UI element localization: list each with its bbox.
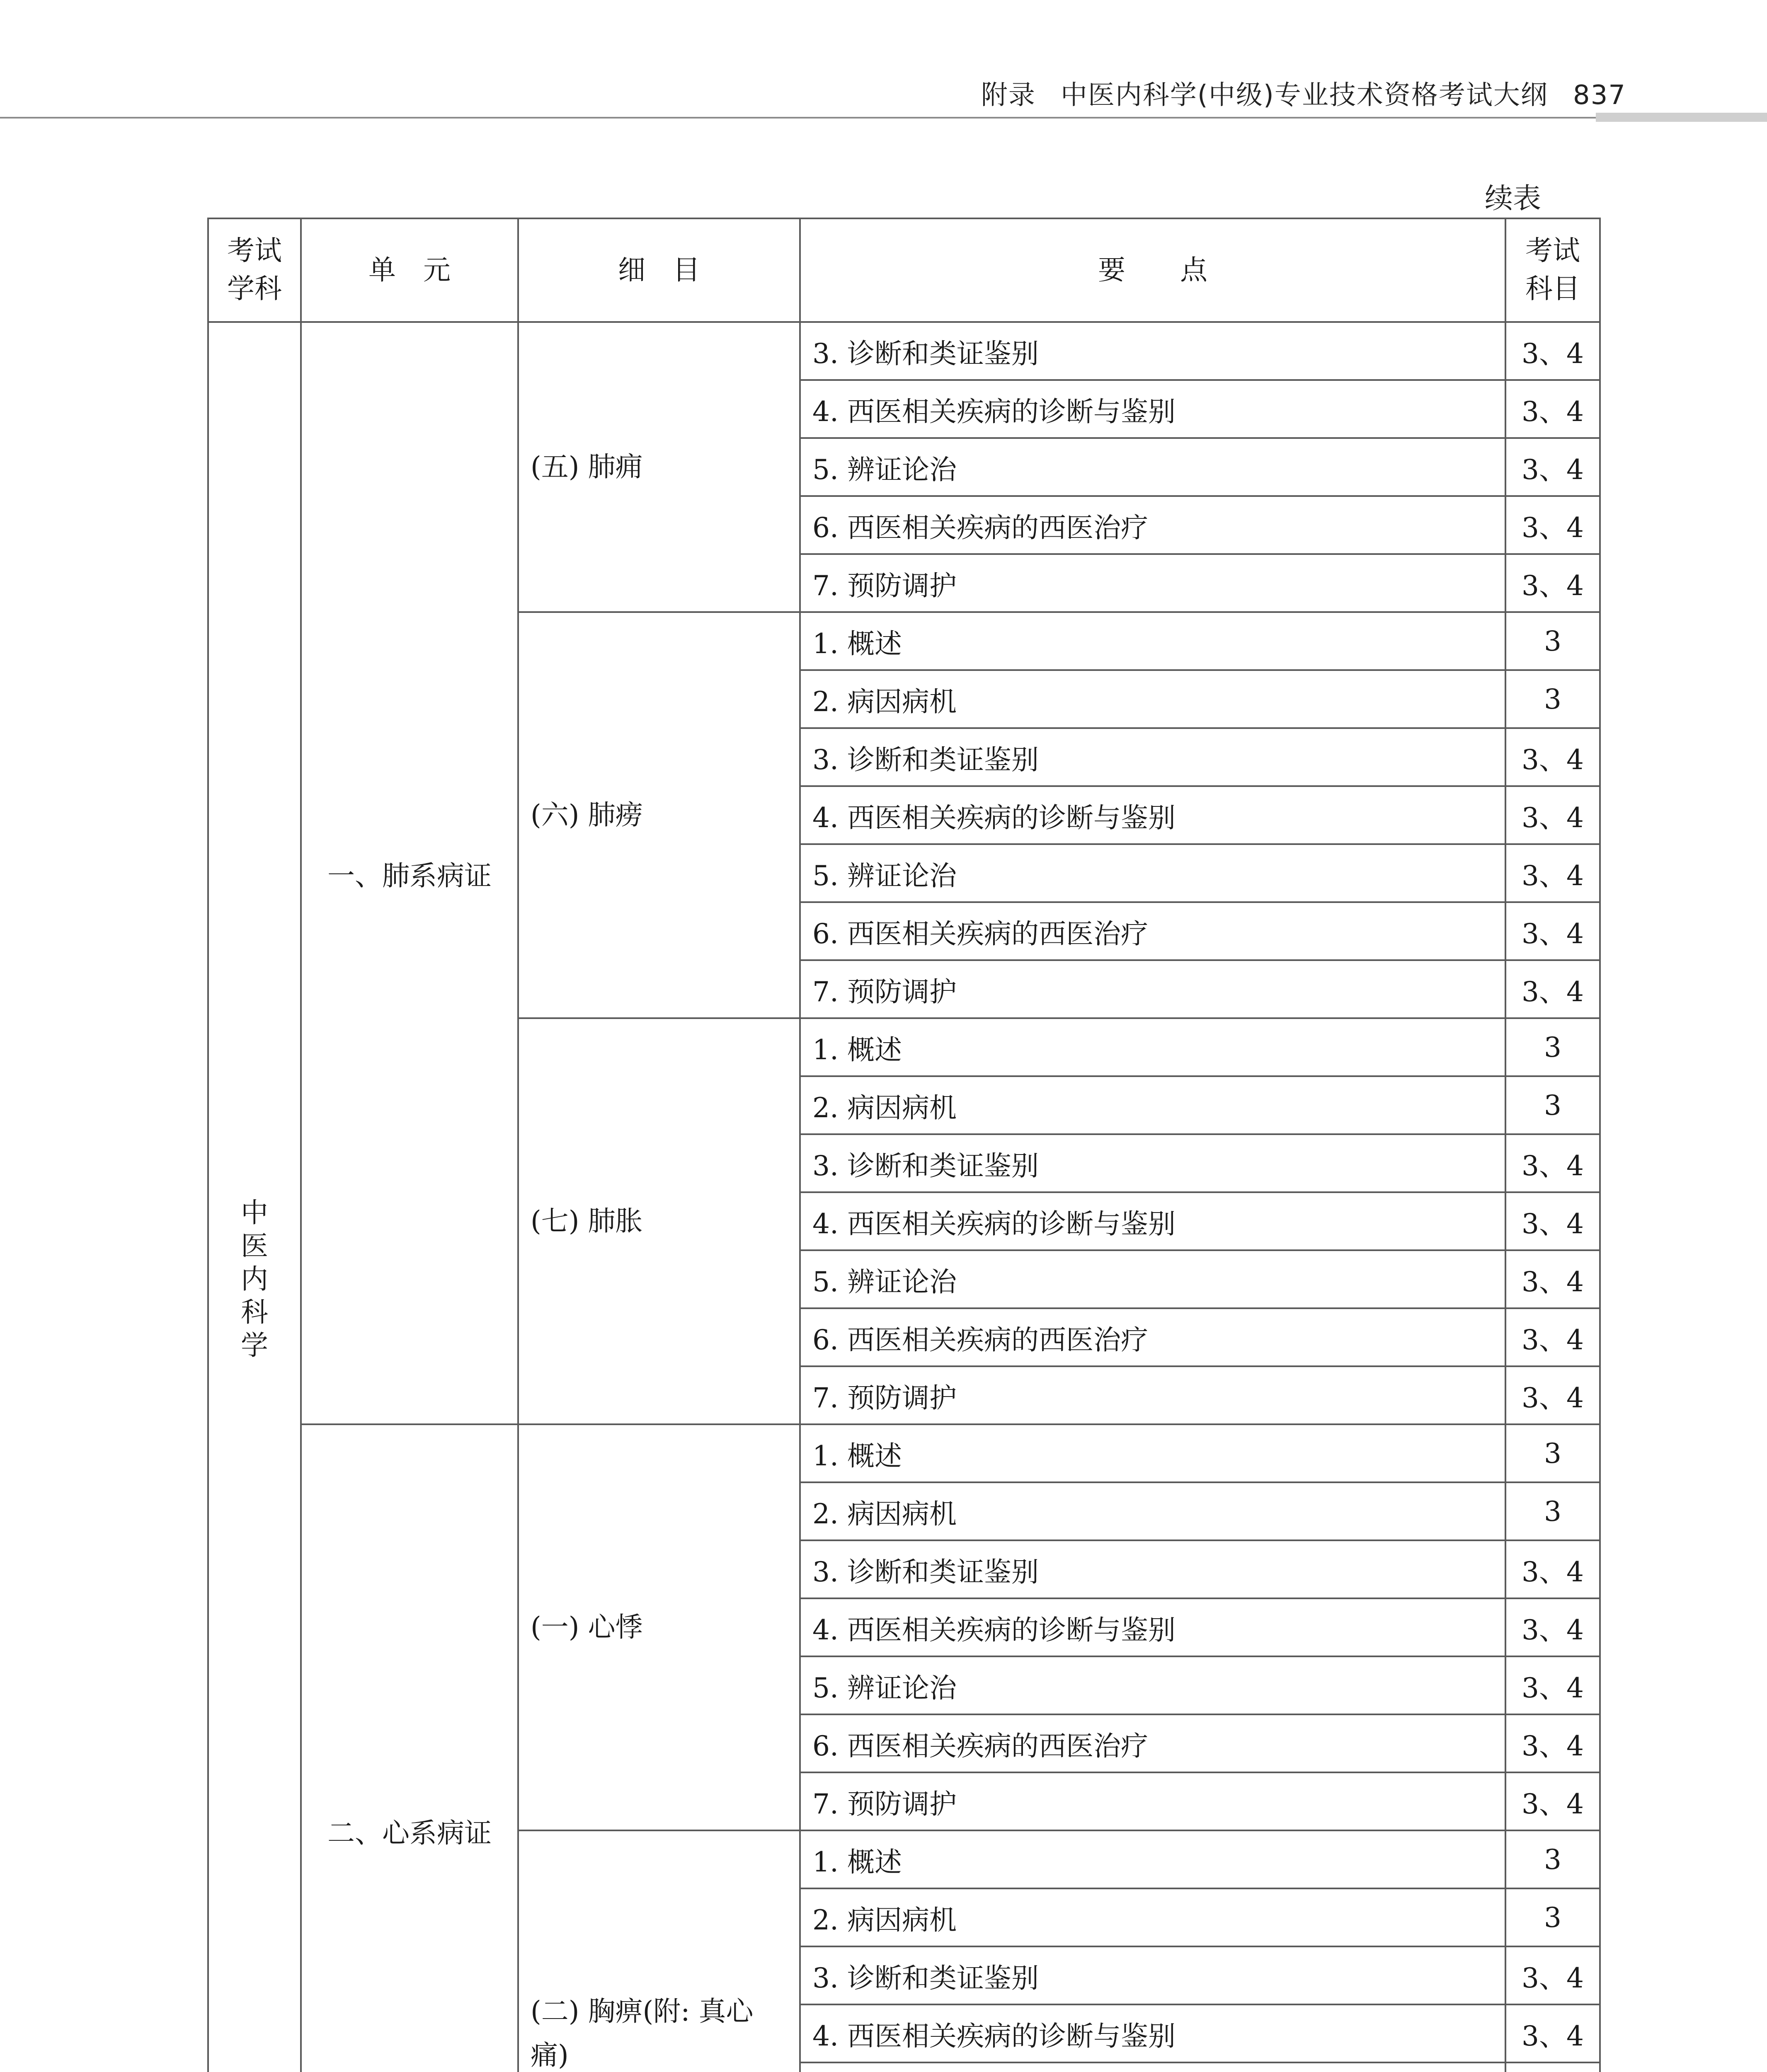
- exam-code-cell: 3、4: [1505, 844, 1600, 902]
- header-rule: [0, 117, 1596, 119]
- point-cell: 2. 病因病机: [800, 1482, 1505, 1540]
- exam-code-cell: 3: [1505, 1888, 1600, 1946]
- unit-cell: 一、肺系病证: [301, 322, 518, 1424]
- table-row: [208, 1424, 1600, 1482]
- table-row: [208, 322, 1600, 380]
- exam-code-cell: 3、4: [1505, 728, 1600, 786]
- point-cell: 5. 辨证论治: [800, 438, 1505, 496]
- exam-code-cell: 3、4: [1505, 1308, 1600, 1366]
- point-cell: 2. 病因病机: [800, 1888, 1505, 1946]
- exam-code-cell: 3、4: [1505, 1366, 1600, 1424]
- table-body: [208, 322, 1600, 2072]
- point-cell: 4. 西医相关疾病的诊断与鉴别: [800, 1598, 1505, 1656]
- exam-code-cell: 3、4: [1505, 2004, 1600, 2062]
- point-cell: 5. 辨证论治: [800, 844, 1505, 902]
- point-cell: 4. 西医相关疾病的诊断与鉴别: [800, 380, 1505, 438]
- point-cell: 6. 西医相关疾病的西医治疗: [800, 1714, 1505, 1772]
- running-head-section: 附录: [981, 80, 1036, 111]
- column-header-unit: 单 元: [301, 218, 518, 322]
- exam-code-cell: 3、4: [1505, 1714, 1600, 1772]
- point-cell: 7. 预防调护: [800, 960, 1505, 1018]
- detail-cell: (五) 肺痈: [518, 322, 800, 612]
- column-header-subject: 考试学科: [208, 218, 301, 322]
- exam-code-cell: 3、4: [1505, 496, 1600, 554]
- exam-code-cell: 3: [1505, 1830, 1600, 1888]
- column-header-code: 考试科目: [1505, 218, 1600, 322]
- detail-cell: (七) 肺胀: [518, 1018, 800, 1424]
- unit-cell: 二、心系病证: [301, 1424, 518, 2072]
- point-cell: 5. 辨证论治: [800, 1250, 1505, 1308]
- point-cell: 6. 西医相关疾病的西医治疗: [800, 902, 1505, 960]
- point-cell: 6. 西医相关疾病的西医治疗: [800, 496, 1505, 554]
- page-header: [0, 0, 1767, 124]
- point-cell: [800, 2062, 1505, 2072]
- point-cell: 1. 概述: [800, 1830, 1505, 1888]
- exam-code-cell: 3: [1505, 670, 1600, 728]
- point-cell: 7. 预防调护: [800, 554, 1505, 612]
- column-header-detail: 细 目: [518, 218, 800, 322]
- point-cell: 7. 预防调护: [800, 1366, 1505, 1424]
- point-cell: 3. 诊断和类证鉴别: [800, 322, 1505, 380]
- exam-code-cell: 3、4: [1505, 1134, 1600, 1192]
- exam-code-cell: [1505, 2062, 1600, 2072]
- point-cell: 6. 西医相关疾病的西医治疗: [800, 1308, 1505, 1366]
- exam-code-cell: 3: [1505, 1076, 1600, 1134]
- exam-code-cell: 3、4: [1505, 1192, 1600, 1250]
- exam-code-cell: 3: [1505, 1482, 1600, 1540]
- running-head-title: 中医内科学(中级)专业技术资格考试大纲: [1060, 80, 1548, 111]
- column-header-point: 要 点: [800, 218, 1505, 322]
- point-cell: 2. 病因病机: [800, 1076, 1505, 1134]
- exam-code-cell: 3、4: [1505, 902, 1600, 960]
- subject-cell: [208, 322, 301, 2072]
- detail-cell: (六) 肺痨: [518, 612, 800, 1018]
- point-cell: 3. 诊断和类证鉴别: [800, 1134, 1505, 1192]
- exam-code-cell: 3: [1505, 612, 1600, 670]
- exam-code-cell: 3、4: [1505, 1946, 1600, 2004]
- exam-code-cell: 3、4: [1505, 380, 1600, 438]
- exam-code-cell: 3、4: [1505, 1656, 1600, 1714]
- exam-code-cell: 3、4: [1505, 1250, 1600, 1308]
- point-cell: 5. 辨证论治: [800, 1656, 1505, 1714]
- point-cell: 7. 预防调护: [800, 1772, 1505, 1830]
- exam-code-cell: 3: [1505, 1018, 1600, 1076]
- running-head: [981, 74, 1626, 112]
- point-cell: 4. 西医相关疾病的诊断与鉴别: [800, 786, 1505, 844]
- exam-code-cell: 3、4: [1505, 322, 1600, 380]
- point-cell: 1. 概述: [800, 1424, 1505, 1482]
- exam-code-cell: 3、4: [1505, 438, 1600, 496]
- detail-cell: (二) 胸痹(附: 真心痛): [518, 1830, 800, 2072]
- exam-code-cell: 3、4: [1505, 1540, 1600, 1598]
- detail-cell: (一) 心悸: [518, 1424, 800, 1830]
- point-cell: 3. 诊断和类证鉴别: [800, 1540, 1505, 1598]
- page-number: 837: [1573, 80, 1626, 111]
- subject-label: 中医内科学: [241, 1197, 268, 1361]
- header-tab-bar: [1596, 113, 1767, 122]
- point-cell: 1. 概述: [800, 1018, 1505, 1076]
- point-cell: 4. 西医相关疾病的诊断与鉴别: [800, 1192, 1505, 1250]
- exam-code-cell: 3、4: [1505, 554, 1600, 612]
- exam-code-cell: 3: [1505, 1424, 1600, 1482]
- continued-label: 续表: [1484, 182, 1541, 215]
- point-cell: 4. 西医相关疾病的诊断与鉴别: [800, 2004, 1505, 2062]
- point-cell: 3. 诊断和类证鉴别: [800, 1946, 1505, 2004]
- syllabus-table: [207, 218, 1601, 2072]
- point-cell: 2. 病因病机: [800, 670, 1505, 728]
- table-header-row: [208, 218, 1600, 322]
- exam-code-cell: 3、4: [1505, 1772, 1600, 1830]
- exam-code-cell: 3、4: [1505, 786, 1600, 844]
- exam-code-cell: 3、4: [1505, 960, 1600, 1018]
- point-cell: 1. 概述: [800, 612, 1505, 670]
- point-cell: 3. 诊断和类证鉴别: [800, 728, 1505, 786]
- exam-code-cell: 3、4: [1505, 1598, 1600, 1656]
